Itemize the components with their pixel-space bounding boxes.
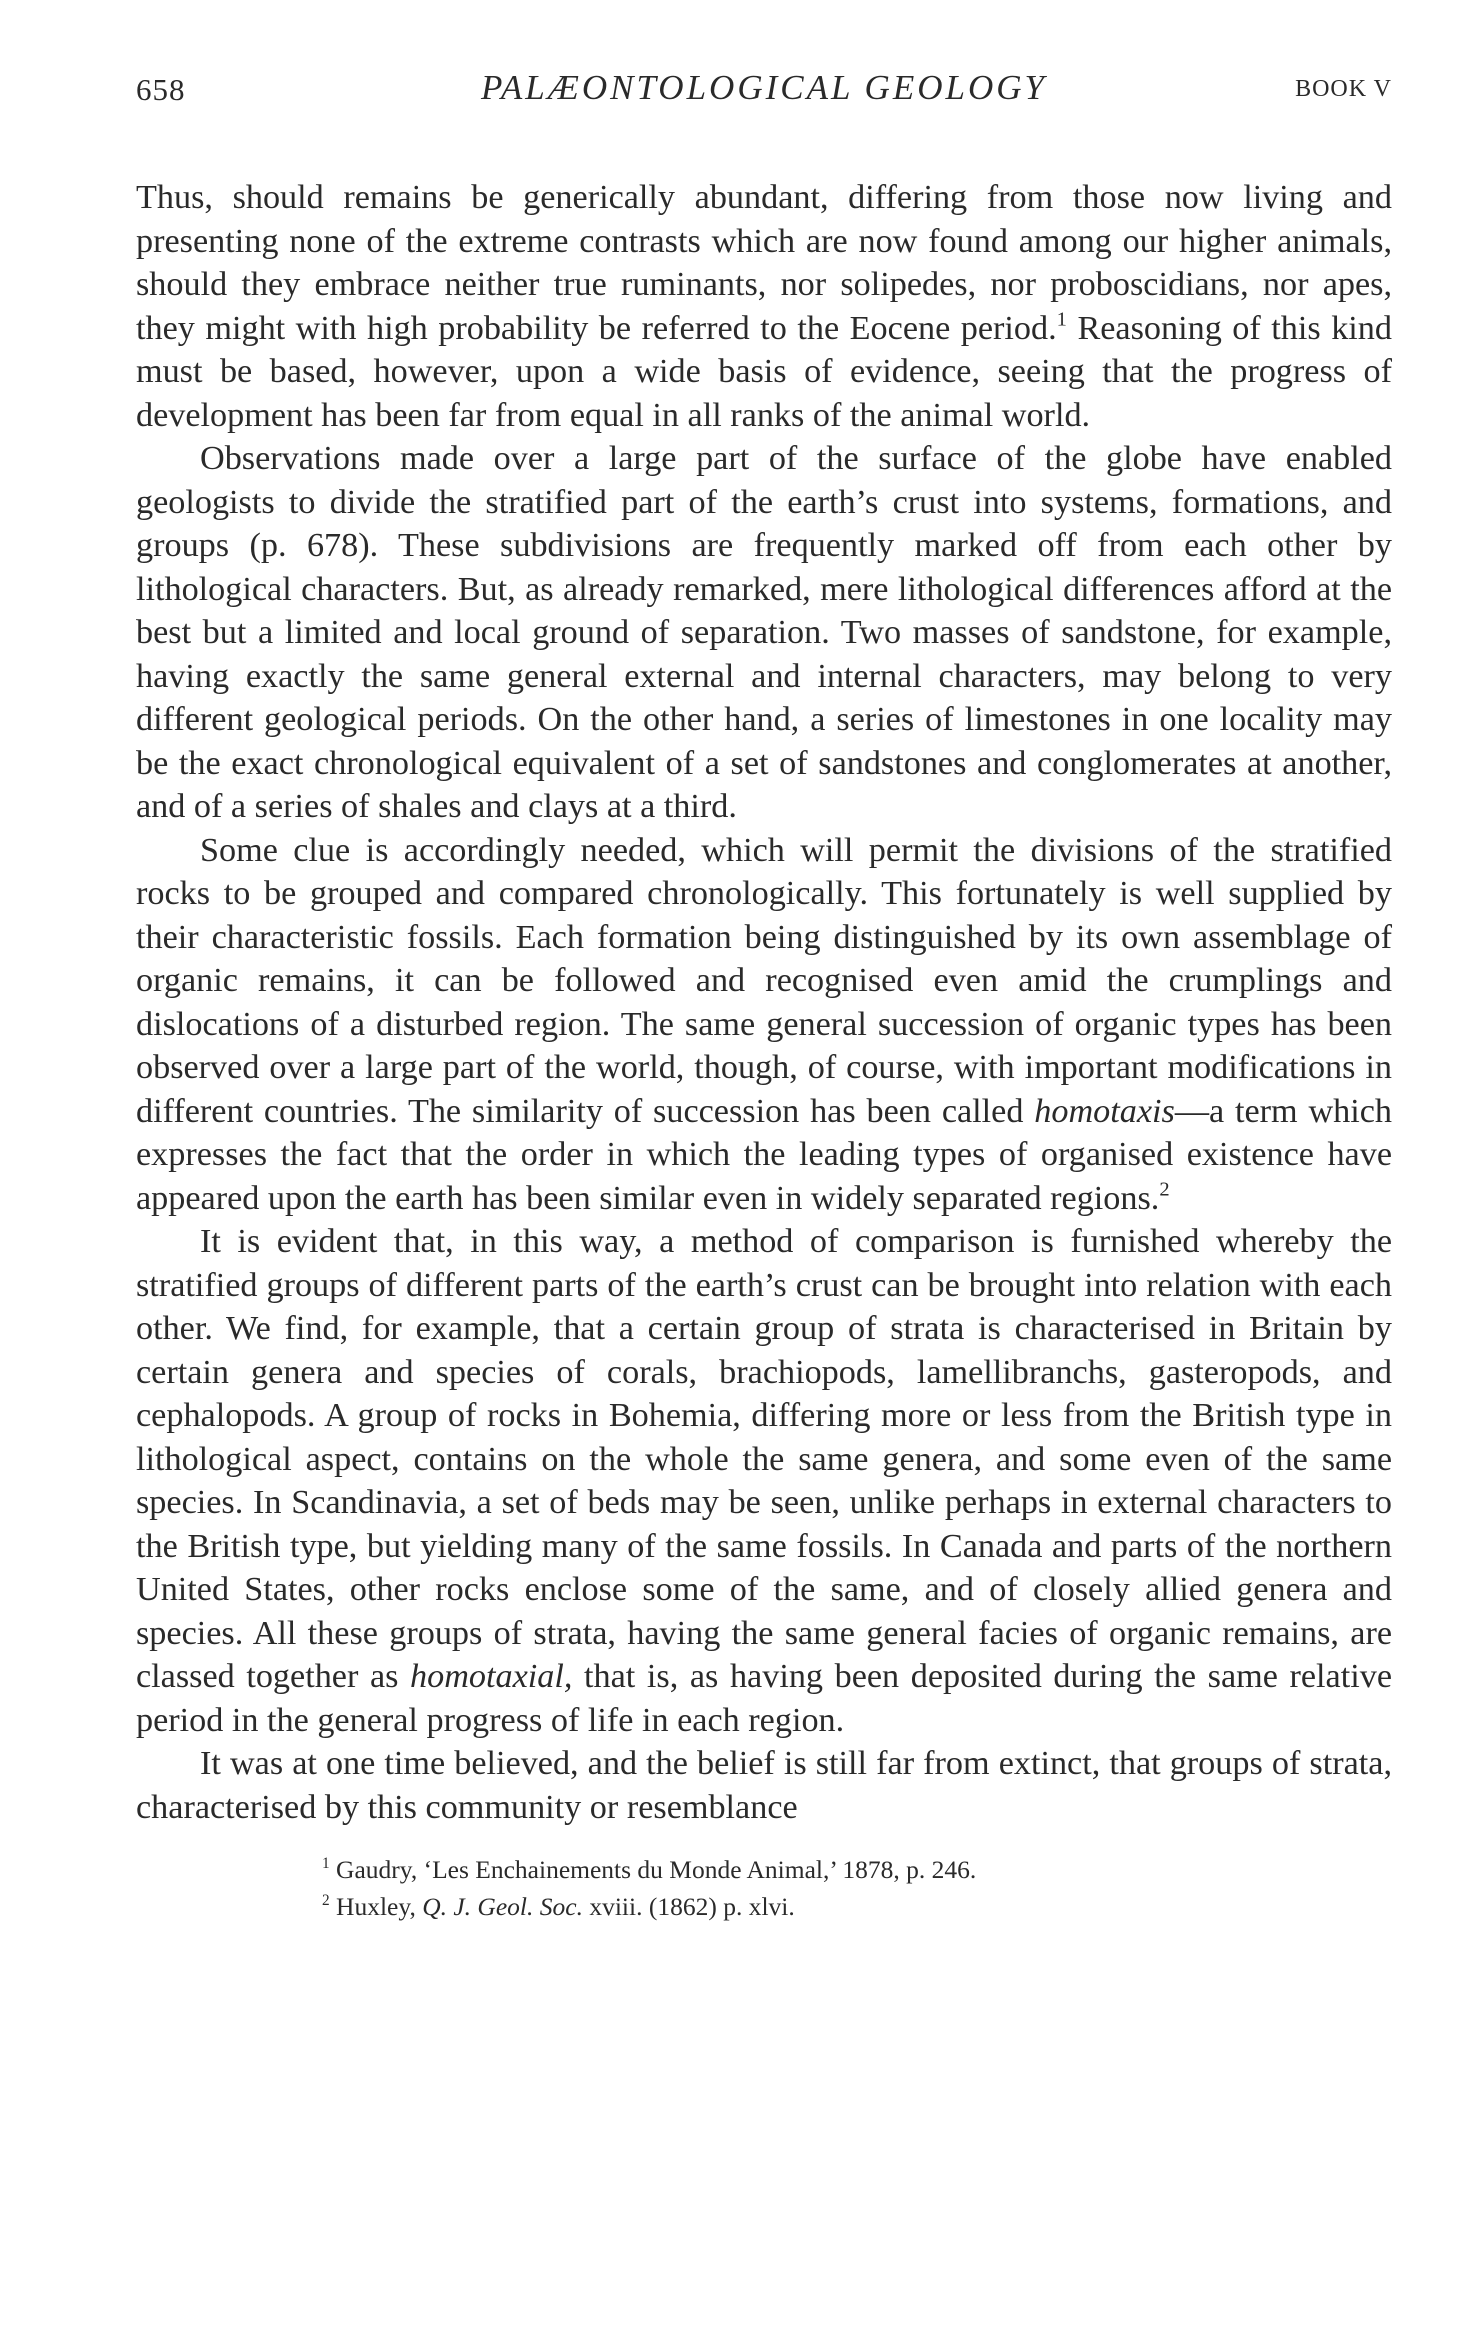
- paragraph-1-text-a: Thus, should remains be generically abundant, differing from those now living and presenting none of the extreme contrasts which are now found among our higher animals, should they embrace neither true ruminants, nor solipedes, nor proboscidians, nor apes, they might with high probability be referred to the Eocene period.: [136, 179, 1392, 347]
- footnote-2-text-a: Huxley,: [329, 1892, 423, 1921]
- body-text: [136, 176, 1392, 1829]
- paragraph-4: [136, 1220, 1392, 1742]
- footnote-2-text-b: xviii. (1862) p. xlvi.: [582, 1892, 795, 1921]
- footnote-1-marker: 1: [322, 1855, 330, 1873]
- paragraph-3-text-b: —a term which expresses the fact that the order in which the leading types of organised existence have appeared upon the earth has been similar even in widely separated regions.: [136, 1092, 1393, 1217]
- paragraph-3: [136, 829, 1392, 1221]
- footnote-2: [322, 1888, 1392, 1925]
- footnote-1-text: Gaudry, ‘Les Enchainements du Monde Animal,’ 1878, p. 246.: [329, 1855, 977, 1884]
- footnote-2-journal: Q. J. Geol. Soc.: [422, 1892, 583, 1921]
- book-label: BOOK V: [1295, 76, 1392, 102]
- paragraph-5-text: It was at one time believed, and the belief is still far from extinct, that groups of strata, characterised by this community or resemblance: [136, 1745, 1392, 1826]
- paragraph-5: [136, 1742, 1392, 1829]
- book-page: [136, 68, 1392, 1925]
- footnote-1: [322, 1851, 1392, 1888]
- paragraph-1: [136, 176, 1392, 437]
- paragraph-3-text-a: Some clue is accordingly needed, which will permit the divisions of the stratified rocks to be grouped and compared chronologically. This fortunately is well supplied by their characteristic fossils. Each formation being distinguished by its own assemblage of organic remains, it can be followed and recognised even amid the crumplings and dislocations of a disturbed region. The same general succession of organic types has been observed over a large part of the world, though, of course, with important modifications in different countries. The similarity of succession has been called: [136, 831, 1392, 1130]
- paragraph-1-text-b: Reasoning of this kind must be based, however, upon a wide basis of evidence, seeing that the progress of development has been far from equal in all ranks of the animal world.: [136, 309, 1392, 434]
- paragraph-2-text: Observations made over a large part of the surface of the globe have enabled geologists to divide the stratified part of the earth’s crust into systems, formations, and groups (p. 678). These subdivisions are frequently marked off from each other by lithological characters. But, as already remarked, mere lithological differences afford at the best but a limited and local ground of separation. Two masses of sandstone, for example, having exactly the same general external and internal characters, may belong to very different geological periods. On the other hand, a series of limestones in one locality may be the exact chronological equivalent of a set of sandstones and conglomerates at another, and of a series of shales and clays at a third.: [136, 440, 1392, 825]
- footnote-ref-2: 2: [1159, 1178, 1170, 1201]
- running-title: PALÆONTOLOGICAL GEOLOGY: [481, 68, 1047, 107]
- term-homotaxial: homotaxial,: [410, 1658, 573, 1695]
- term-homotaxis: homotaxis: [1034, 1092, 1175, 1130]
- footnote-ref-1: 1: [1056, 308, 1067, 331]
- paragraph-4-text-b: that is, as having been deposited during the same relative period in the general progress of life in each region.: [136, 1658, 1392, 1739]
- page-number: 658: [136, 72, 186, 107]
- paragraph-2: [136, 437, 1392, 829]
- footnotes: [136, 1851, 1392, 1925]
- paragraph-4-text-a: It is evident that, in this way, a method of comparison is furnished whereby the stratified groups of different parts of the earth’s crust can be brought into relation with each other. We find, for example, that a certain group of strata is characterised in Britain by certain genera and species of corals, brachiopods, lamellibranchs, gasteropods, and cephalopods. A group of rocks in Bohemia, differing more or less from the British type in lithological aspect, contains on the whole the same genera, and some even of the same species. In Scandinavia, a set of beds may be seen, unlike perhaps in external characters to the British type, but yielding many of the same fossils. In Canada and parts of the northern United States, other rocks enclose some of the same, and of closely allied genera and species. All these groups of strata, having the same general facies of organic remains, are classed together as: [136, 1223, 1392, 1695]
- footnote-2-marker: 2: [322, 1892, 330, 1910]
- running-head: [136, 68, 1392, 114]
